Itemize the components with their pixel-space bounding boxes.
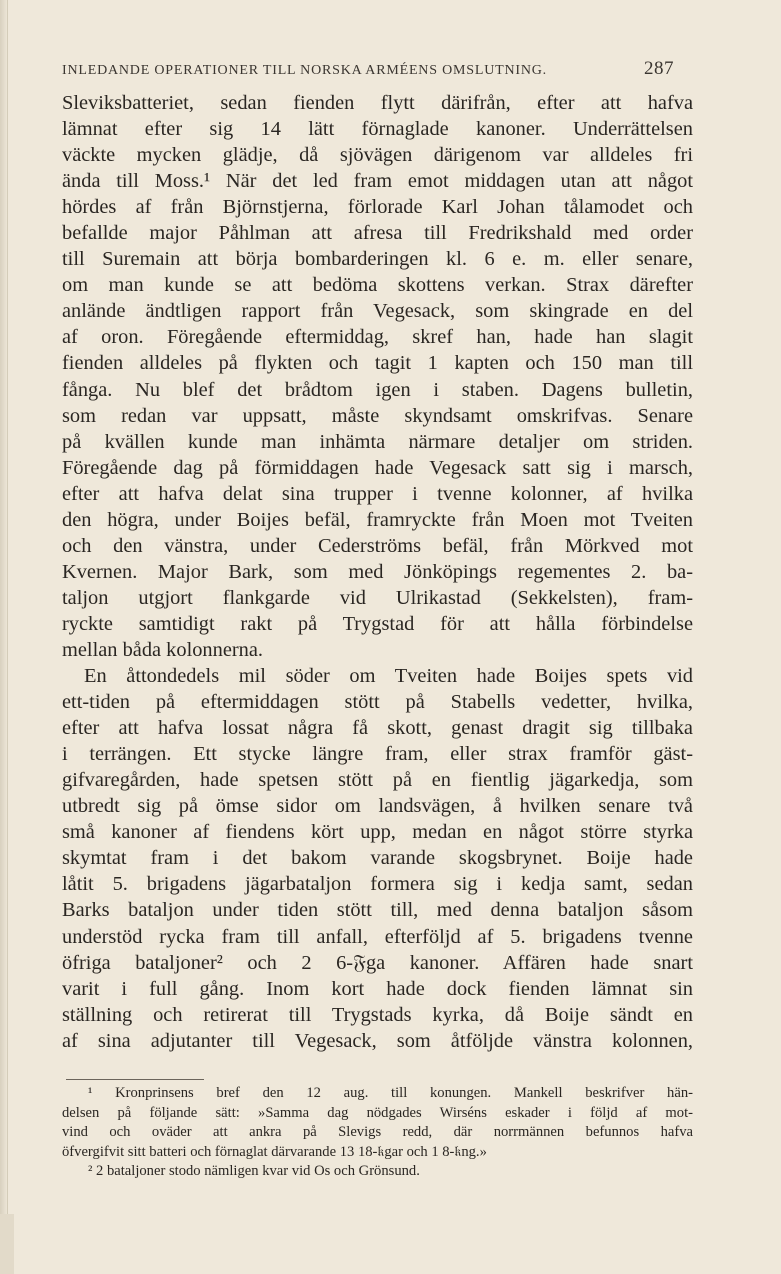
text-line: små kanoner af fiendens kört upp, medan en något större styrka: [62, 821, 693, 844]
text-line: ett-tiden på eftermiddagen stött på Stabells vedetter, hvilka,: [62, 691, 693, 714]
footnote-line: delsen på följande sätt: »Samma dag nödgades Wirséns eskader i följd af mot-: [62, 1104, 693, 1121]
text-line: fånga. Nu blef det brådtom igen i staben. Dagens bulletin,: [62, 378, 693, 401]
text-line: Kvernen. Major Bark, som med Jönköpings regementes 2. ba-: [62, 560, 693, 583]
footnote-line: vind och oväder att ankra på Slevigs redd, där norrmännen befunnos hafva: [62, 1124, 693, 1141]
text-line: på kvällen kunde man inhämta närmare detaljer om striden.: [62, 430, 693, 453]
text-line: ända till Moss.¹ När det led fram emot middagen utan att något: [62, 170, 693, 193]
page-edge: [0, 0, 8, 1274]
text-line: utbredt sig på ömse sidor om landsvägen, å hvilken senare två: [62, 795, 693, 818]
text-line: befallde major Påhlman att afresa till Fredrikshald med order: [62, 222, 693, 245]
footnote-line: ¹ Kronprinsens bref den 12 aug. till konungen. Mankell beskrifver hän-: [88, 1085, 693, 1101]
text-line: varit i full gång. Inom kort hade dock fienden lämnat sin: [62, 977, 693, 1000]
text-line: ryckte samtidigt rakt på Trygstad för att hålla förbindelse: [62, 612, 693, 635]
text-line: i terrängen. Ett stycke längre fram, eller strax framför gäst-: [62, 743, 693, 766]
text-line: hördes af från Björnstjerna, förlorade Karl Johan tålamodet och: [62, 196, 693, 219]
text-line: och den vänstra, under Cederströms befäl, från Mörkved mot: [62, 534, 693, 557]
text-line: fienden alldeles på flykten och tagit 1 kapten och 150 man till: [62, 352, 693, 375]
footnotes: [62, 1084, 693, 1182]
text-line: Föregående dag på förmiddagen hade Vegesack satt sig i marsch,: [62, 456, 693, 479]
body-text: [62, 90, 693, 1054]
running-title: INLEDANDE OPERATIONER TILL NORSKA ARMÉENS OMSLUTNING.: [62, 63, 547, 78]
text-line: af sina adjutanter till Vegesack, som åtföljde vänstra kolonnen,: [62, 1029, 693, 1052]
text-line: den högra, under Boijes befäl, framryckte från Moen mot Tveiten: [62, 508, 693, 531]
text-line: Sleviksbatteriet, sedan fienden flytt därifrån, efter att hafva: [62, 92, 693, 114]
text-line: om man kunde se att bedöma skottens verkan. Strax därefter: [62, 274, 693, 297]
text-line: skymtat fram i det bakom varande skogsbrynet. Boije hade: [62, 847, 693, 870]
running-header: [62, 58, 674, 80]
text-line: efter att hafva lossat några få skott, genast dragit sig tillbaka: [62, 717, 693, 740]
footnote-line: öfvergifvit sitt batteri och förnaglat därvarande 13 18-𝔨gar och 1 8-𝔨ng.»: [62, 1143, 487, 1160]
text-line: ställning och retirerat till Trygstads kyrka, då Boije sändt en: [62, 1003, 693, 1026]
text-line: öfriga bataljoner² och 2 6-𝔉ga kanoner. Affären hade snart: [62, 951, 693, 974]
text-line: som redan var uppsatt, måste skyndsamt omskrifvas. Senare: [62, 404, 693, 427]
text-line: af oron. Föregående eftermiddag, skref han, hade han slagit: [62, 326, 693, 349]
text-line: taljon utgjort flankgarde vid Ulrikastad (Sekkelsten), fram-: [62, 586, 693, 609]
text-line: understöd rycka fram till anfall, efterföljd af 5. brigadens tvenne: [62, 925, 693, 948]
text-line: väckte mycken glädje, då sjövägen därigenom var alldeles fri: [62, 144, 693, 167]
text-line: anlände ändtligen rapport från Vegesack, som skingrade en del: [62, 300, 693, 323]
page-edge-shadow: [0, 1214, 14, 1274]
text-line: låtit 5. brigadens jägarbataljon formera sig i kedja samt, sedan: [62, 873, 693, 896]
text-line: lämnat efter sig 14 lätt förnaglade kanoner. Underrättelsen: [62, 118, 693, 141]
text-line: efter att hafva delat sina trupper i tvenne kolonner, af hvilka: [62, 482, 693, 505]
text-line: mellan båda kolonnerna.: [62, 638, 263, 661]
text-line: till Suremain att börja bombarderingen kl. 6 e. m. eller senare,: [62, 248, 693, 271]
footnote-line: ² 2 bataljoner stodo nämligen kvar vid Os och Grönsund.: [88, 1163, 420, 1180]
footnote-rule: [66, 1079, 204, 1080]
text-line: gifvaregården, hade spetsen stött på en fientlig jägarkedja, som: [62, 769, 693, 792]
text-line: En åttondedels mil söder om Tveiten hade Boijes spets vid: [84, 665, 693, 688]
text-line: Barks bataljon under tiden stött till, med denna bataljon såsom: [62, 899, 693, 922]
page-number: 287: [644, 58, 674, 79]
